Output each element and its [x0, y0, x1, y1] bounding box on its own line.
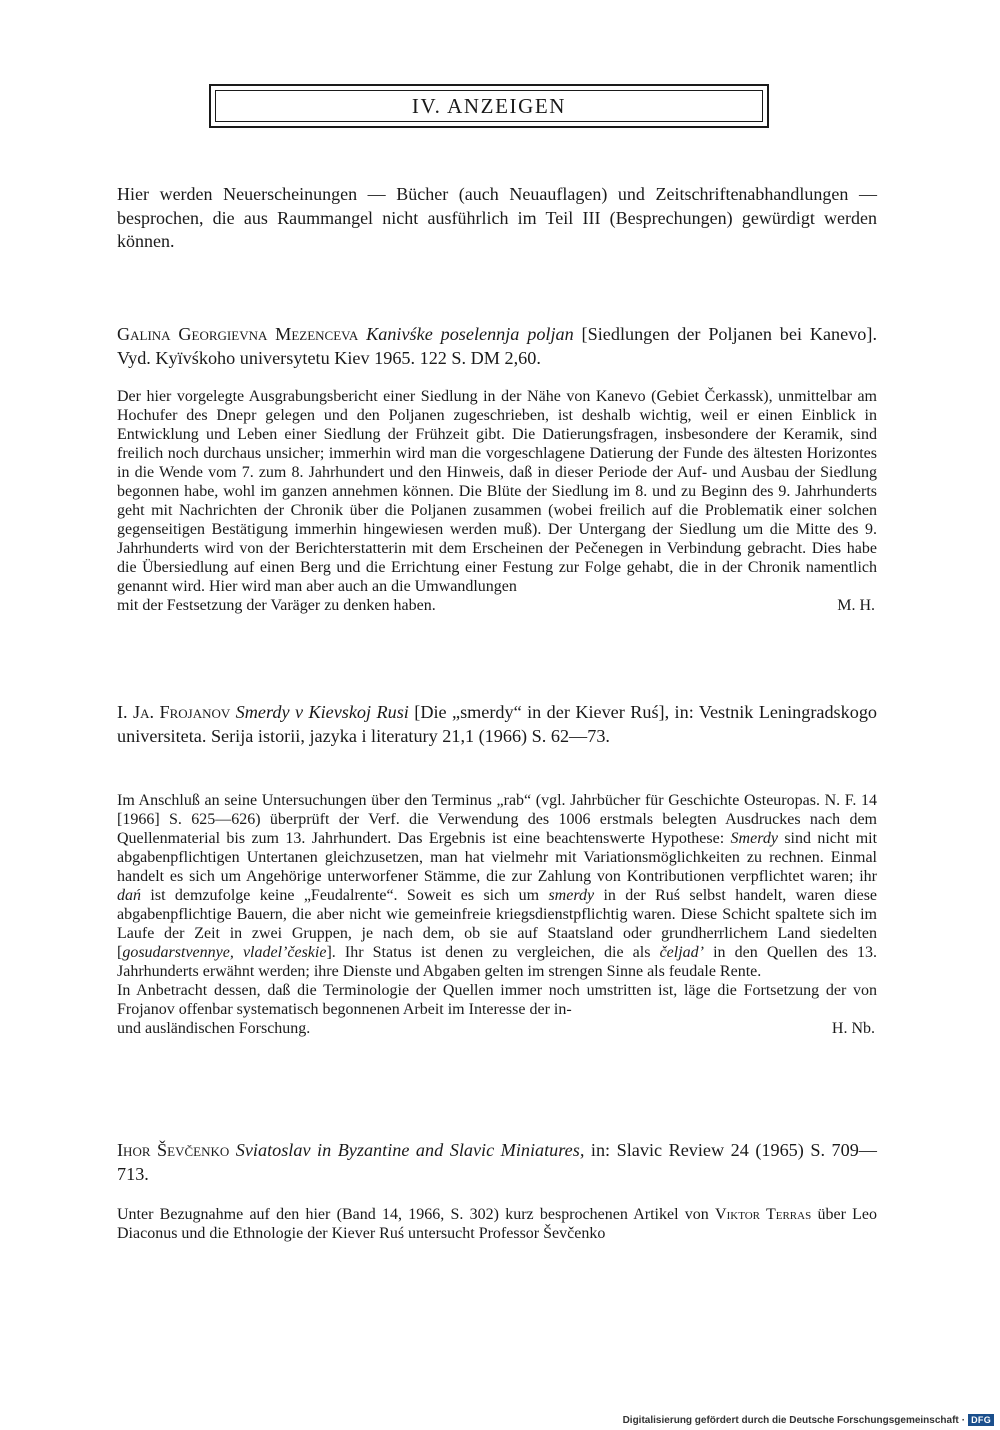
entry-2-paragraph-2: In Anbetracht dessen, daß die Terminologie der Quellen immer noch umstritten ist, läge die Fortsetzung der von Frojanov offenbar systematisch begonnenen Arbeit im Interesse der in- [117, 982, 877, 1018]
entry-3-header [117, 1138, 877, 1186]
entry-2-citation: [Die „smerdy“ in der Kiever Ruś], in: Vestnik Leningradskogo universiteta. Serija istorii, jazyka i literatury 21,1 (1966) S. 62—73. [117, 702, 878, 746]
entry-1-signature: M. H. [837, 597, 875, 614]
entry-2-term-smerdy: Smerdy [730, 830, 778, 847]
entry-2-text-b: sind nicht mit abgabenpflichtigen Untertanen gleichzusetzen, man hat vielmehr mit Variationsmöglichkeiten zu rechnen. Einmal handelt es sich um Angehörige unterworfener Stämme, die zur Zahlung von Kontributionen verpflichtet waren; ihr [117, 830, 878, 885]
entry-1-author: Galina Georgievna Mezenceva [117, 324, 359, 344]
entry-2-text-d: in der Ruś selbst handelt, waren diese abgabenpflichtige Bauern, die aber nicht wie gemeinfreie kriegsdienstpflichtig waren. Diese Schicht spaltete sich im Laufe der Zeit in zwei Gruppen, je nach dem, ob sie auf Staatsland oder grundherrlichem Land siedelten [ [117, 887, 878, 961]
entry-2-signature: H. Nb. [831, 1020, 875, 1037]
entry-3-text-b: über Leo Diaconus und die Ethnologie der Kiever Ruś untersucht Professor Ševčenko [117, 1206, 878, 1242]
entry-1-citation: [Siedlungen der Poljanen bei Kanevo]. Vyd. Kyïvśkoho universytetu Kiev 1965. 122 S. DM 2,60. [117, 324, 877, 368]
entry-1-last-line [117, 596, 877, 615]
entry-3-author: Ihor Ševčenko [117, 1140, 230, 1160]
entry-2-body [117, 791, 877, 1038]
entry-2-title: Smerdy v Kievskoj Rusi [235, 702, 409, 722]
entry-2-author: I. Ja. Frojanov [117, 702, 231, 722]
entry-1-title: Kanivśke poselennja poljan [366, 324, 574, 344]
entry-2-text-e: ]. Ihr Status ist denen zu vergleichen, die als [326, 944, 651, 961]
dfg-logo-icon: DFG [968, 1414, 994, 1426]
footer-credit-text: Digitalisierung gefördert durch die Deutsche Forschungsgemeinschaft [622, 1414, 959, 1426]
entry-3-body [117, 1205, 877, 1243]
entry-1-header [117, 322, 877, 370]
entry-3-text-a: Unter Bezugnahme auf den hier (Band 14, 1966, S. 302) kurz besprochenen Artikel von [117, 1206, 709, 1223]
footer-credit [623, 1414, 994, 1426]
entry-2-last-line [117, 1019, 877, 1038]
section-heading-inner-frame [215, 90, 763, 122]
section-heading: IV. ANZEIGEN [411, 93, 567, 118]
entry-2-header [117, 700, 877, 748]
entry-3-citation: in: Slavic Review 24 (1965) S. 709—713. [117, 1140, 877, 1184]
entry-3-person-name: Viktor Terras [715, 1206, 812, 1223]
entry-1-text: Der hier vorgelegte Ausgrabungsbericht einer Siedlung in der Nähe von Kanevo (Gebiet Čerkassk), unmittelbar am Hochufer des Dnepr gelegen und den Poljanen zugeschrieben, ist deshalb wichtig, weil er einen Einblick in Entwicklung und Leben einer Siedlung der Frühzeit gibt. Die Datierungsfragen, insbesondere der Keramik, sind freilich noch durchaus unsicher; immerhin wird man die vorgeschlagene Datierung der Funde des ältesten Horizontes in die Wende vom 7. zum 8. Jahrhundert und den Hinweis, daß in dieser Periode der Auf- und Ausbau der Siedlung begonnen habe, wohl im ganzen annehmen können. Die Blüte der Siedlung im 8. und zu Beginn des 9. Jahrhunderts geht mit Nachrichten der Chronik über die Poljanen zusammen (wobei freilich auf die Problematik einer solchen gegenseitigen Bestätigung immerhin hingewiesen werden muß). Der Untergang der Siedlung um die Mitte des 9. Jahrhunderts wird von der Berichterstatterin mit dem Erscheinen der Pečenegen in Verbindung gebracht. Dies habe die Übersiedlung auf einen Berg und die Errichtung einer Festung zur Folge gehabt, die in der Chronik namentlich genannt wird. Hier wird man aber auch an die Umwandlungen [117, 388, 877, 595]
entry-2-text-f: in den Quellen des 13. Jahrhunderts erwähnt werden; ihre Dienste und Abgaben gelten im strengen Sinne als feudale Rente. [117, 944, 878, 980]
section-heading-box [209, 84, 769, 128]
entry-2-term-gosudarstvennye: gosudarstvennye, vladel’českie [122, 944, 327, 961]
entry-3-title: Sviatoslav in Byzantine and Slavic Miniatures, [235, 1140, 585, 1160]
entry-2-term-dan: dań [117, 887, 141, 904]
entry-2-paragraph-1 [117, 791, 877, 981]
entry-1-text-end: mit der Festsetzung der Varäger zu denken haben. [117, 597, 436, 614]
entry-2-text-a: Im Anschluß an seine Untersuchungen über den Terminus „rab“ (vgl. Jahrbücher für Geschichte Osteuropas. N. F. 14 [1966] S. 625—626) überprüft der Verf. die Verwendung des 1006 erstmals belegten Ausdruckes nach dem Quellenmaterial bis zum 13. Jahrhundert. Das Ergebnis ist eine beachtenswerte Hypothese: [117, 792, 877, 847]
footer-separator: · [961, 1414, 966, 1426]
entry-2-term-celjad: čeljad’ [659, 944, 704, 961]
intro-paragraph: Hier werden Neuerscheinungen — Bücher (auch Neuauflagen) und Zeitschriftenabhandlungen — besprochen, die aus Raummangel nicht ausführlich im Teil III (Besprechungen) gewürdigt werden können. [117, 184, 877, 251]
entry-1-body [117, 387, 877, 615]
entry-2-term-smerdy-2: smerdy [548, 887, 595, 904]
entry-2-text-end: und ausländischen Forschung. [117, 1020, 311, 1037]
entry-2-text-c: ist demzufolge keine „Feudalrente“. Soweit es sich um [150, 887, 540, 904]
entry-3-paragraph [117, 1205, 877, 1243]
